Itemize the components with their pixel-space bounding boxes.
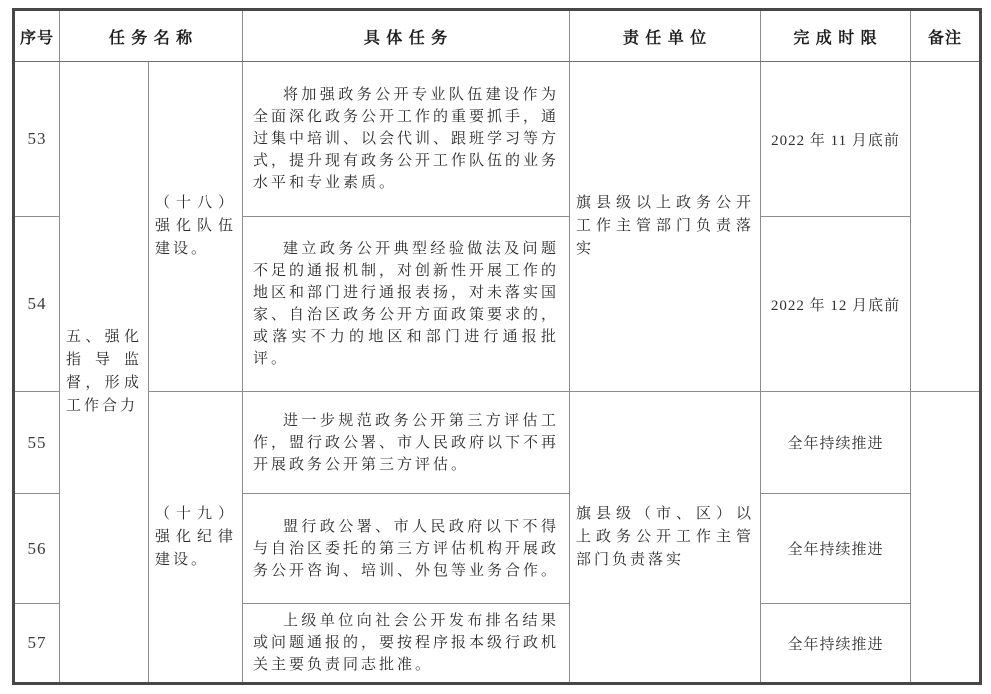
header-row (14, 10, 981, 62)
cell-task (243, 62, 570, 217)
cell-task (243, 494, 570, 604)
cell-task (243, 604, 570, 684)
cell-remark (911, 62, 981, 392)
cell-task (243, 217, 570, 392)
cell-unit (570, 62, 761, 392)
task-table (12, 8, 982, 685)
cell-task (243, 392, 570, 494)
cell-remark (911, 392, 981, 684)
section-label: 五、强化指导监督，形成工作合力 (66, 329, 142, 414)
cell-seq: 53 (14, 62, 60, 217)
header-seq: 序号 (14, 10, 60, 62)
group-name-19: （十九）强化纪律建设。 (155, 505, 236, 568)
cell-deadline: 2022 年 12 月底前 (761, 217, 911, 392)
unit-text: 旗县级（市、区）以上政务公开工作主管部门负责落实 (576, 505, 754, 568)
group-name-18: （十八）强化队伍建设。 (155, 195, 236, 257)
cell-seq: 56 (14, 494, 60, 604)
cell-unit (570, 392, 761, 684)
header-remark: 备注 (911, 10, 981, 62)
cell-deadline: 全年持续推进 (761, 392, 911, 494)
cell-seq: 55 (14, 392, 60, 494)
cell-section-label (60, 62, 149, 684)
cell-deadline: 全年持续推进 (761, 604, 911, 684)
task-text: 将加强政务公开专业队伍建设作为全面深化政务公开工作的重要抓手，通过集中培训、以会代训、跟班学习等方式，提升现有政务公开工作队伍的业务水平和专业素质。 (253, 87, 560, 191)
unit-text: 旗县级以上政务公开工作主管部门负责落实 (576, 195, 754, 257)
task-text: 建立政务公开典型经验做法及问题不足的通报机制，对创新性开展工作的地区和部门进行通报表扬，对未落实国家、自治区政务公开方面政策要求的，或落实不力的地区和部门进行通报批评。 (253, 241, 560, 367)
table-row (14, 62, 981, 217)
header-unit: 责 任 单 位 (570, 10, 761, 62)
cell-group-name (149, 392, 243, 684)
task-text: 上级单位向社会公开发布排名结果或问题通报的，要按程序报本级行政机关主要负责同志批准。 (253, 613, 560, 673)
task-text: 盟行政公署、市人民政府以下不得与自治区委托的第三方评估机构开展政务公开咨询、培训、外包等业务合作。 (253, 518, 560, 579)
header-deadline: 完 成 时 限 (761, 10, 911, 62)
cell-seq: 54 (14, 217, 60, 392)
header-task-detail: 具 体 任 务 (243, 10, 570, 62)
table-row (14, 392, 981, 494)
header-task-name: 任 务 名 称 (60, 10, 243, 62)
cell-seq: 57 (14, 604, 60, 684)
cell-deadline: 全年持续推进 (761, 494, 911, 604)
cell-deadline: 2022 年 11 月底前 (761, 62, 911, 217)
task-text: 进一步规范政务公开第三方评估工作，盟行政公署、市人民政府以下不再开展政务公开第三方评估。 (253, 412, 560, 473)
cell-group-name (149, 62, 243, 392)
